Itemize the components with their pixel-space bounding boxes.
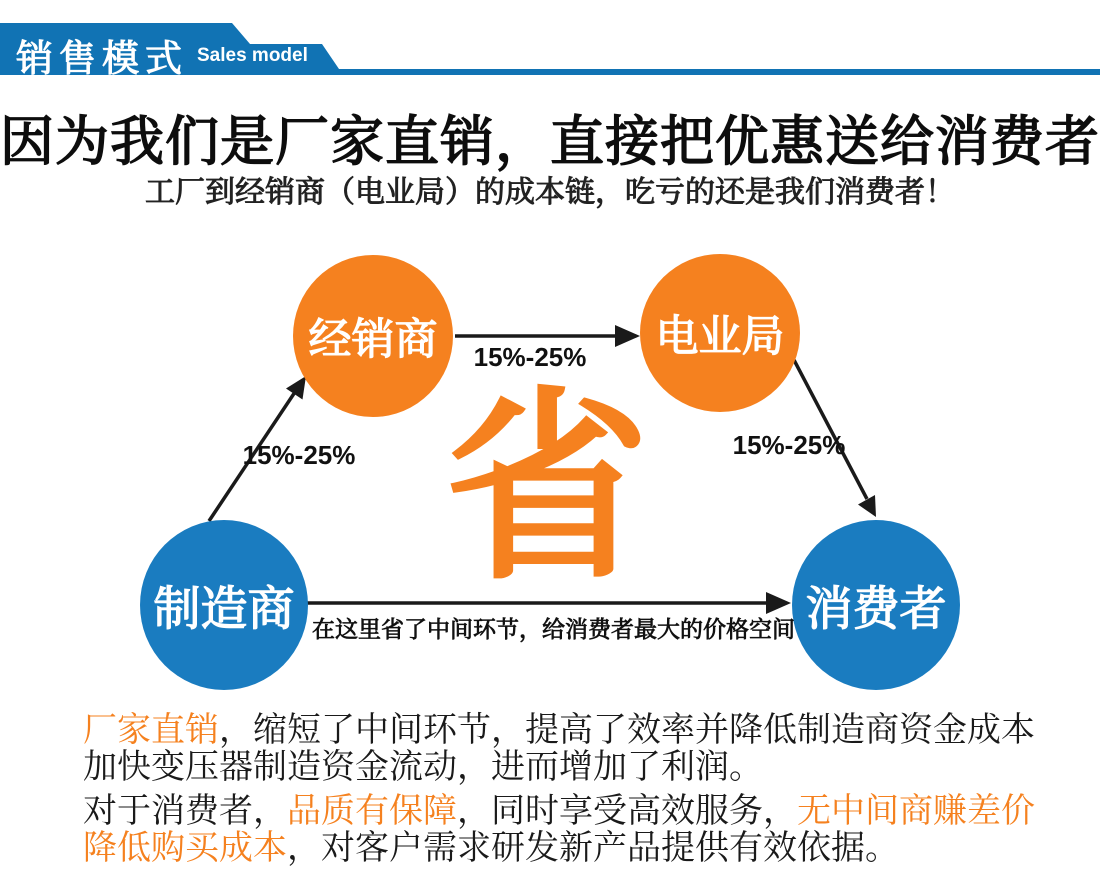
- node-consumer: [792, 520, 960, 690]
- edge-label-left: 15%-25%: [242, 440, 356, 470]
- page-title: 因为我们是厂家直销，直接把优惠送给消费者: [0, 112, 1100, 172]
- paragraph-factory-direct: [83, 712, 1043, 786]
- header-title-en: Sales model: [197, 45, 308, 66]
- highlight-factory-direct: 厂家直销: [83, 711, 219, 749]
- paragraph-1-line-1-text: ，缩短了中间环节，提高了效率并降低制造商资金成本: [219, 711, 1035, 749]
- node-distributor-label: 经销商: [308, 315, 438, 364]
- highlight-lower-cost: 降低购买成本: [83, 829, 287, 867]
- node-distributor: [293, 255, 453, 417]
- page-subtitle: 工厂到经销商（电业局）的成本链，吃亏的还是我们消费者！: [145, 176, 955, 209]
- paragraph-2-line-1-text-2: ，同时享受高效服务，: [457, 792, 797, 830]
- node-manufacturer: [140, 520, 308, 690]
- node-manufacturer-label: 制造商: [153, 581, 295, 635]
- node-power-bureau: [640, 254, 800, 412]
- node-consumer-label: 消费者: [805, 581, 947, 635]
- arrowhead-distributor-to-bureau: [615, 325, 640, 347]
- edge-label-top: 15%-25%: [473, 342, 587, 372]
- header-title-cn: 销售模式: [16, 38, 188, 79]
- paragraph-2-line-2: [83, 830, 1043, 867]
- paragraph-1-line-2: 加快变压器制造资金流动，进而增加了利润。: [83, 748, 763, 786]
- paragraph-1-line-1: [83, 712, 1043, 749]
- arrowhead-manufacturer-to-distributor: [286, 376, 306, 400]
- node-power-bureau-label: 电业局: [655, 312, 785, 361]
- edge-label-right: 15%-25%: [732, 430, 846, 460]
- highlight-quality-guarantee: 品质有保障: [287, 792, 457, 830]
- save-character: 省: [444, 374, 650, 603]
- paragraph-2-line-1: [83, 793, 1043, 830]
- bottom-arrow-caption: 在这里省了中间环节，给消费者最大的价格空间: [312, 616, 795, 642]
- highlight-no-middleman: 无中间商赚差价: [797, 792, 1035, 830]
- paragraph-consumer-benefits: [83, 793, 1043, 867]
- paragraph-2-line-1-text-1: 对于消费者，: [83, 792, 287, 830]
- paragraph-2-line-2-text: ，对客户需求研发新产品提供有效依据。: [287, 829, 899, 867]
